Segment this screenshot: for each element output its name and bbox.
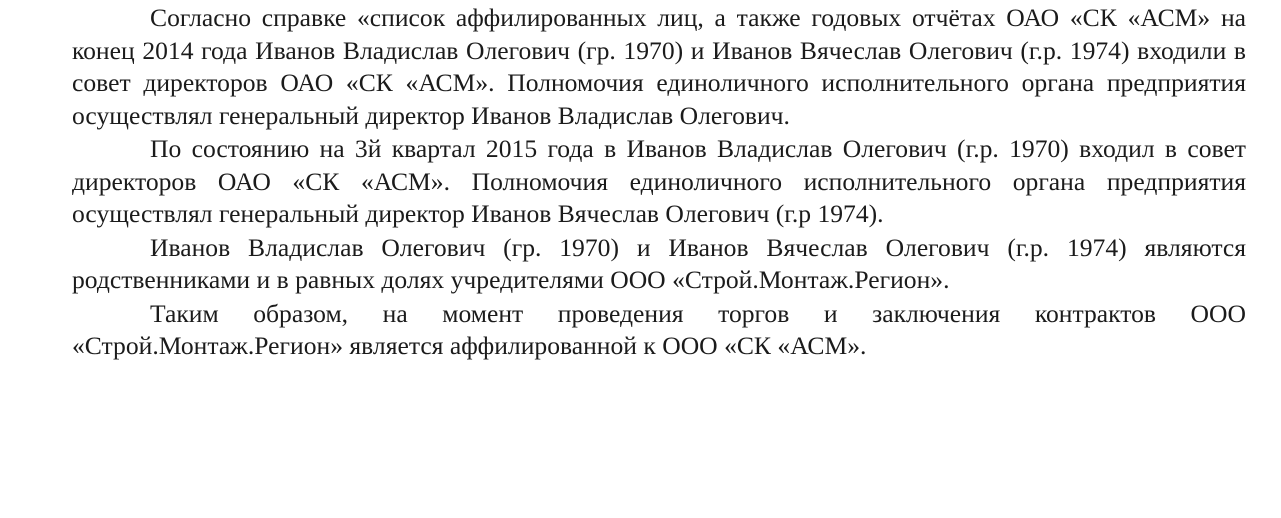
paragraph-relatives-founders: Иванов Владислав Олегович (гр. 1970) и Иванов Вячеслав Олегович (г.р. 1974) являются родственниками и в равных долях учредителями ООО «Строй.Монтаж.Регион». xyxy=(72,232,1246,294)
paragraph-affiliated-list-2014: Согласно справке «список аффилированных лиц, а также годовых отчётах ОАО «СК «АСМ» на конец 2014 года Иванов Владислав Олегович (гр. 1970) и Иванов Вячеслав Олегович (г.р. 1974) входили в совет директоров ОАО «СК «АСМ». Полномочия единоличного исполнительного органа предприятия осуществлял генеральный директор Иванов Владислав Олегович. xyxy=(72,3,1246,130)
document-body xyxy=(72,2,1246,363)
paragraph-conclusion: Таким образом, на момент проведения торгов и заключения контрактов ООО «Строй.Монтаж.Регион» является аффилированной к ООО «СК «АСМ». xyxy=(72,298,1246,360)
paragraph-q3-2015: По состоянию на 3й квартал 2015 года в Иванов Владислав Олегович (г.р. 1970) входил в совет директоров ОАО «СК «АСМ». Полномочия единоличного исполнительного органа предприятия осуществлял генеральный директор Иванов Вячеслав Олегович (г.р 1974). xyxy=(72,134,1246,228)
